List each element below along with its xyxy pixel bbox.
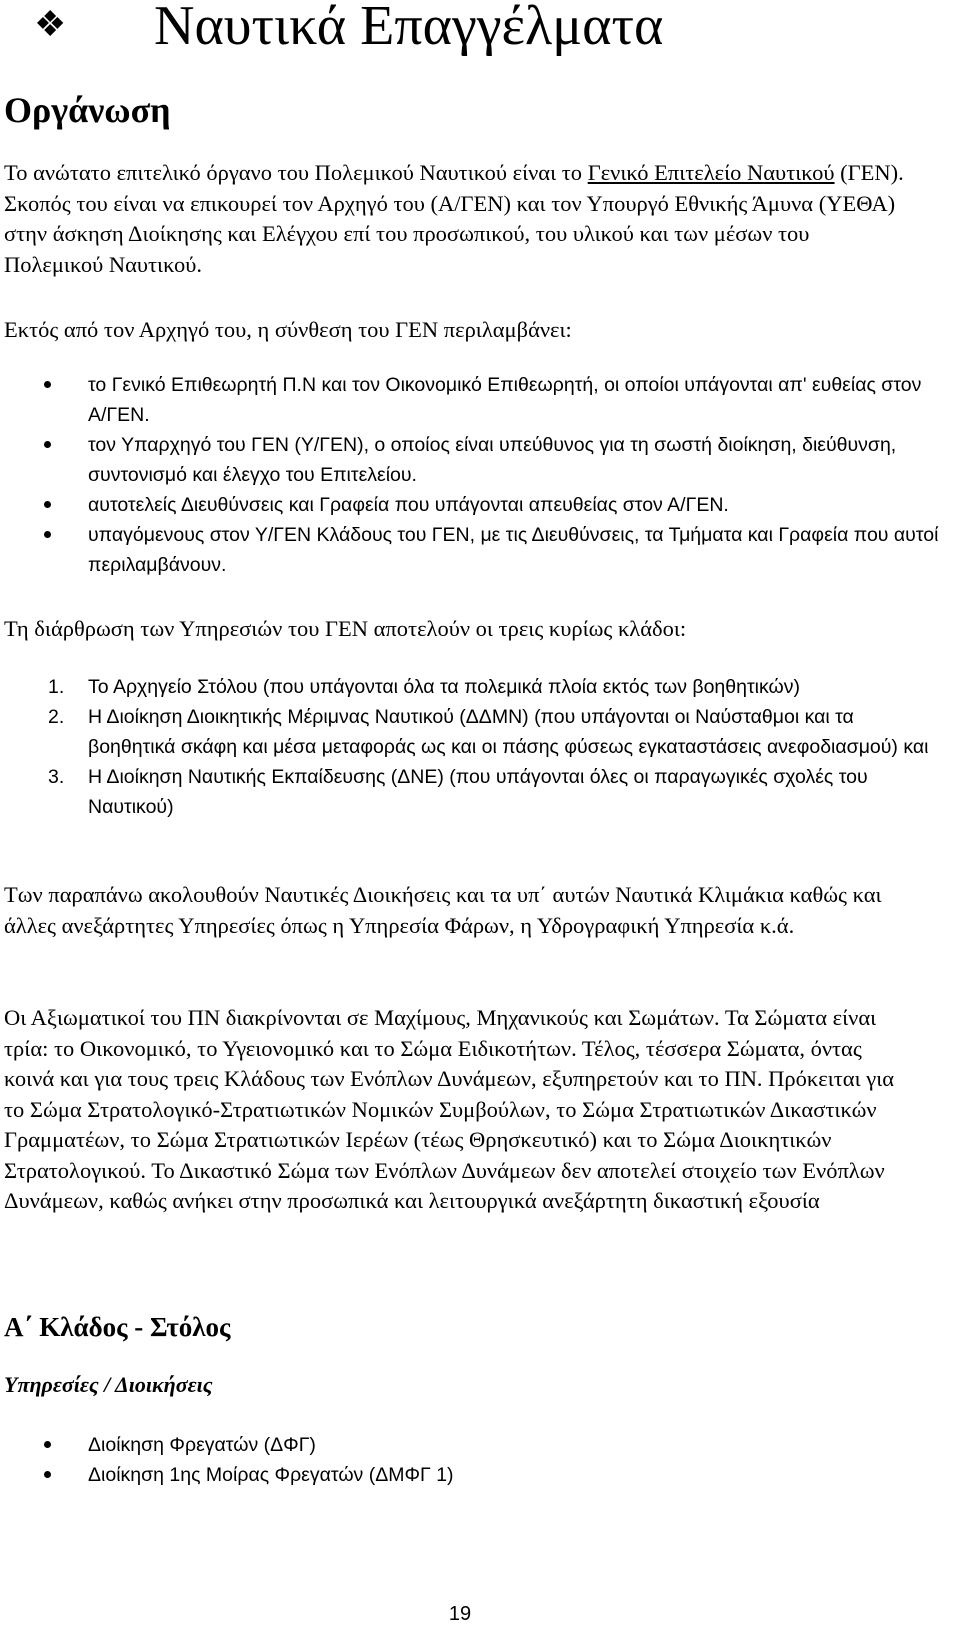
page-number: 19 [448, 1603, 472, 1625]
list-item: υπαγόμενους στον Υ/ΓΕΝ Κλάδους του ΓΕΝ, με τις Διευθύνσεις, τα Τμήματα και Γραφεία που αυτοί περιλαμβάνουν. [0, 520, 940, 580]
page-title [34, 0, 663, 56]
commands-paragraph: Των παραπάνω ακολουθούν Ναυτικές Διοικήσεις και τα υπ΄ αυτών Ναυτικά Κλιμάκια καθώς και άλλες ανεξάρτητες Υπηρεσίες όπως η Υπηρεσία Φάρων, η Υδρογραφική Υπηρεσία κ.ά. [4, 882, 882, 938]
branches-list [0, 672, 940, 822]
officers-paragraph: Οι Αξιωματικοί του ΠΝ διακρίνονται σε Μαχίμους, Μηχανικούς και Σωμάτων. Τα Σώματα είναι τρία: το Οικονομικό, το Υγειονομικό και το Σώμα Ειδικοτήτων. Τέλος, τέσσερα Σώματα, όντας κοινά και για τους τρεις Κλάδους των Ενόπλων Δυνάμεων, εξυπηρετούν και το ΠΝ. Πρόκειται για το Σώμα Στρατολογικό-Στρατιωτικών Νομικών Συμβούλων, το Σώμα Στρατιωτικών Δικαστικών Γραμματέων, το Σώμα Στρατιωτικών Ιερέων (τέως Θρησκευτικό) και το Σώμα Διοικητικών Στρατολογικού. Το Δικαστικό Σώμα των Ενόπλων Δυνάμεων δεν αποτελεί στοιχείο των Ενόπλων Δυνάμεων, καθώς ανήκει στην προσωπικά και λειτουργικά ανεξάρτητη δικαστική εξουσία [4, 1005, 895, 1213]
list-item: αυτοτελείς Διευθύνσεις και Γραφεία που υπάγονται απευθείας στον Α/ΓΕΝ. [0, 490, 940, 520]
list-item: 1. Το Αρχηγείο Στόλου (που υπάγονται όλα τα πολεμικά πλοία εκτός των βοηθητικών) [48, 676, 800, 698]
list-item: Διοίκηση Φρεγατών (ΔΦΓ) [0, 1430, 940, 1460]
list-item: το Γενικό Επιθεωρητή Π.Ν και τον Οικονομικό Επιθεωρητή, οι οποίοι υπάγονται απ' ευθείας στον Α/ΓΕΝ. [0, 370, 940, 430]
list-item: τον Υπαρχηγό του ΓΕΝ (Υ/ΓΕΝ), ο οποίος είναι υπεύθυνος για τη σωστή διοίκηση, διεύθυνση, συντονισμό και έλεγχο του Επιτελείου. [0, 430, 940, 490]
composition-intro: Εκτός από τον Αρχηγό του, η σύνθεση του ΓΕΝ περιλαμβάνει: [4, 317, 572, 342]
bullet-dot-icon [44, 1441, 51, 1448]
branch-heading-fleet: Α΄ Κλάδος - Στόλος [4, 1312, 231, 1342]
list-item: Διοίκηση 1ης Μοίρας Φρεγατών (ΔΜΦΓ 1) [0, 1460, 940, 1490]
structure-intro: Τη διάρθρωση των Υπηρεσιών του ΓΕΝ αποτελούν οι τρεις κυρίως κλάδοι: [4, 616, 687, 641]
bullet-dot-icon [44, 531, 51, 538]
bullet-dot-icon [44, 1471, 51, 1478]
intro-text-end: (ΓΕΝ). Σκοπός του είναι να επικουρεί τον Αρχηγό του (Α/ΓΕΝ) και τον Υπουργό Εθνικής Άμυνα (ΥΕΘΑ) στην άσκηση Διοίκησης και Ελέγχου επί του προσωπικού, του υλικού και των μέσων του Πολεμικού Ναυτικού. [4, 160, 904, 277]
composition-list [0, 370, 940, 580]
bullet-dot-icon [44, 501, 51, 508]
list-item: 2. Η Διοίκηση Διοικητικής Μέριμνας Ναυτικού (ΔΔΜΝ) (που υπάγονται οι Ναύσταθμοι και τα βοηθητικά σκάφη και μέσα μεταφοράς ως και οι πάσης φύσεως εγκαταστάσεις ανεφοδιασμού) και [48, 706, 929, 758]
bullet-dot-icon [44, 441, 51, 448]
services-list [0, 1430, 940, 1490]
section-heading-organization: Οργάνωση [4, 90, 171, 130]
services-heading: Υπηρεσίες / Διοικήσεις [4, 1372, 213, 1397]
bullet-dot-icon [44, 381, 51, 388]
page-title-text: Ναυτικά Επαγγέλματα [154, 0, 664, 57]
intro-paragraph [4, 158, 904, 280]
diamond-bullet-icon: ❖ [34, 4, 67, 44]
intro-text-start: Το ανώτατο επιτελικό όργανο του Πολεμικού Ναυτικού είναι το [4, 160, 588, 185]
general-staff-link[interactable]: Γενικό Επιτελείο Ναυτικού [587, 160, 835, 185]
list-item: 3. Η Διοίκηση Ναυτικής Εκπαίδευσης (ΔΝΕ) (που υπάγονται όλες οι παραγωγικές σχολές του Ναυτικού) [48, 766, 868, 818]
